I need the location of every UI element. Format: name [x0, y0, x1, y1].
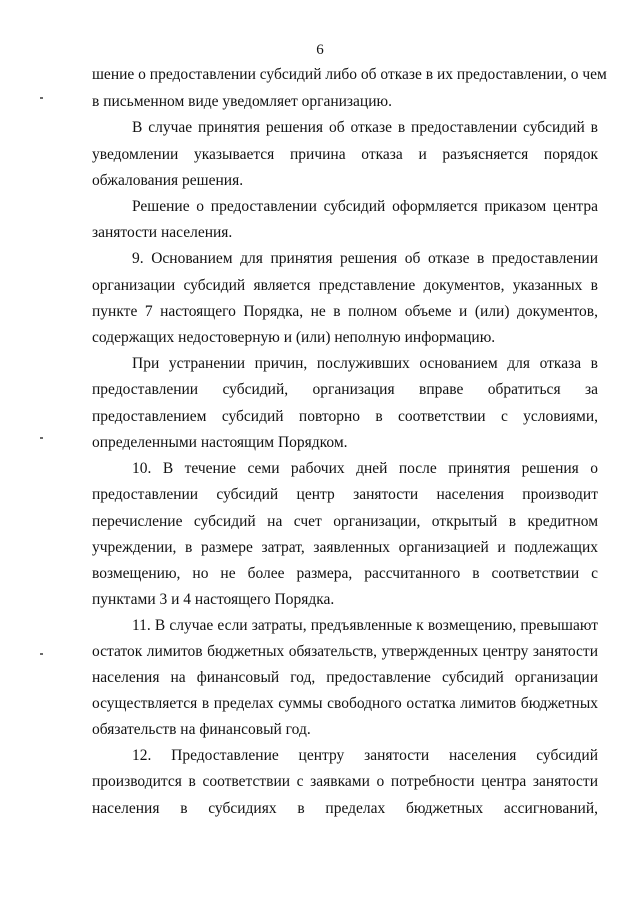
- text-line: в письменном виде уведомляет организацию.: [92, 93, 392, 110]
- text-line: возмещению, но не более размера, рассчитанного в соответствии с: [92, 565, 598, 582]
- paragraph-first-line: В случае принятия решения об отказе в предоставлении субсидий в: [132, 119, 598, 136]
- text-line: перечисление субсидий на счет организации, открытый в кредитном: [92, 513, 598, 530]
- paragraph-first-line: 10. В течение семи рабочих дней после принятия решения о: [132, 460, 598, 477]
- scan-speck: [40, 437, 43, 439]
- text-line: обязательств на финансовый год.: [92, 721, 311, 738]
- text-line: пунктами 3 и 4 настоящего Порядка.: [92, 591, 335, 608]
- paragraph-first-line: Решение о предоставлении субсидий оформляется приказом центра: [132, 198, 598, 215]
- text-line: населения на финансовый год, предоставление субсидий организации: [92, 669, 598, 686]
- scan-speck: [40, 653, 43, 655]
- text-line: обжалования решения.: [92, 172, 244, 189]
- text-line: предоставлении субсидий, организация вправе обратиться за: [92, 381, 598, 398]
- text-line: уведомлении указывается причина отказа и разъясняется порядок: [92, 146, 598, 163]
- text-line: организации субсидий является представление документов, указанных в: [92, 277, 598, 294]
- paragraph-first-line: 12. Предоставление центру занятости населения субсидий: [132, 747, 598, 764]
- paragraph-first-line: 11. В случае если затраты, предъявленные к возмещению, превышают: [132, 617, 598, 634]
- text-line: предоставлении субсидий центр занятости населения производит: [92, 486, 598, 503]
- page-number: 6: [316, 42, 324, 58]
- text-line: определенными настоящим Порядком.: [92, 434, 348, 451]
- paragraph-first-line: При устранении причин, послуживших основанием для отказа в: [132, 355, 598, 372]
- scan-speck: [40, 97, 43, 99]
- text-line: производится в соответствии с заявками о потребности центра занятости: [92, 773, 598, 790]
- text-line: предоставлением субсидий повторно в соответствии с условиями,: [92, 408, 598, 425]
- text-line: пункте 7 настоящего Порядка, не в полном объеме и (или) документов,: [92, 303, 598, 320]
- text-line: осуществляется в пределах суммы свободного остатка лимитов бюджетных: [92, 695, 598, 712]
- text-line: содержащих недостоверную и (или) неполную информацию.: [92, 329, 496, 346]
- text-line: населения в субсидиях в пределах бюджетных ассигнований,: [92, 800, 598, 817]
- text-line: шение о предоставлении субсидий либо об отказе в их предоставлении, о чем: [92, 66, 607, 83]
- paragraph-first-line: 9. Основанием для принятия решения об отказе в предоставлении: [132, 250, 598, 267]
- text-line: учреждении, в размере затрат, заявленных организацией и подлежащих: [92, 539, 598, 556]
- text-line: остаток лимитов бюджетных обязательств, утвержденных центру занятости: [92, 643, 598, 660]
- text-line: занятости населения.: [92, 224, 233, 241]
